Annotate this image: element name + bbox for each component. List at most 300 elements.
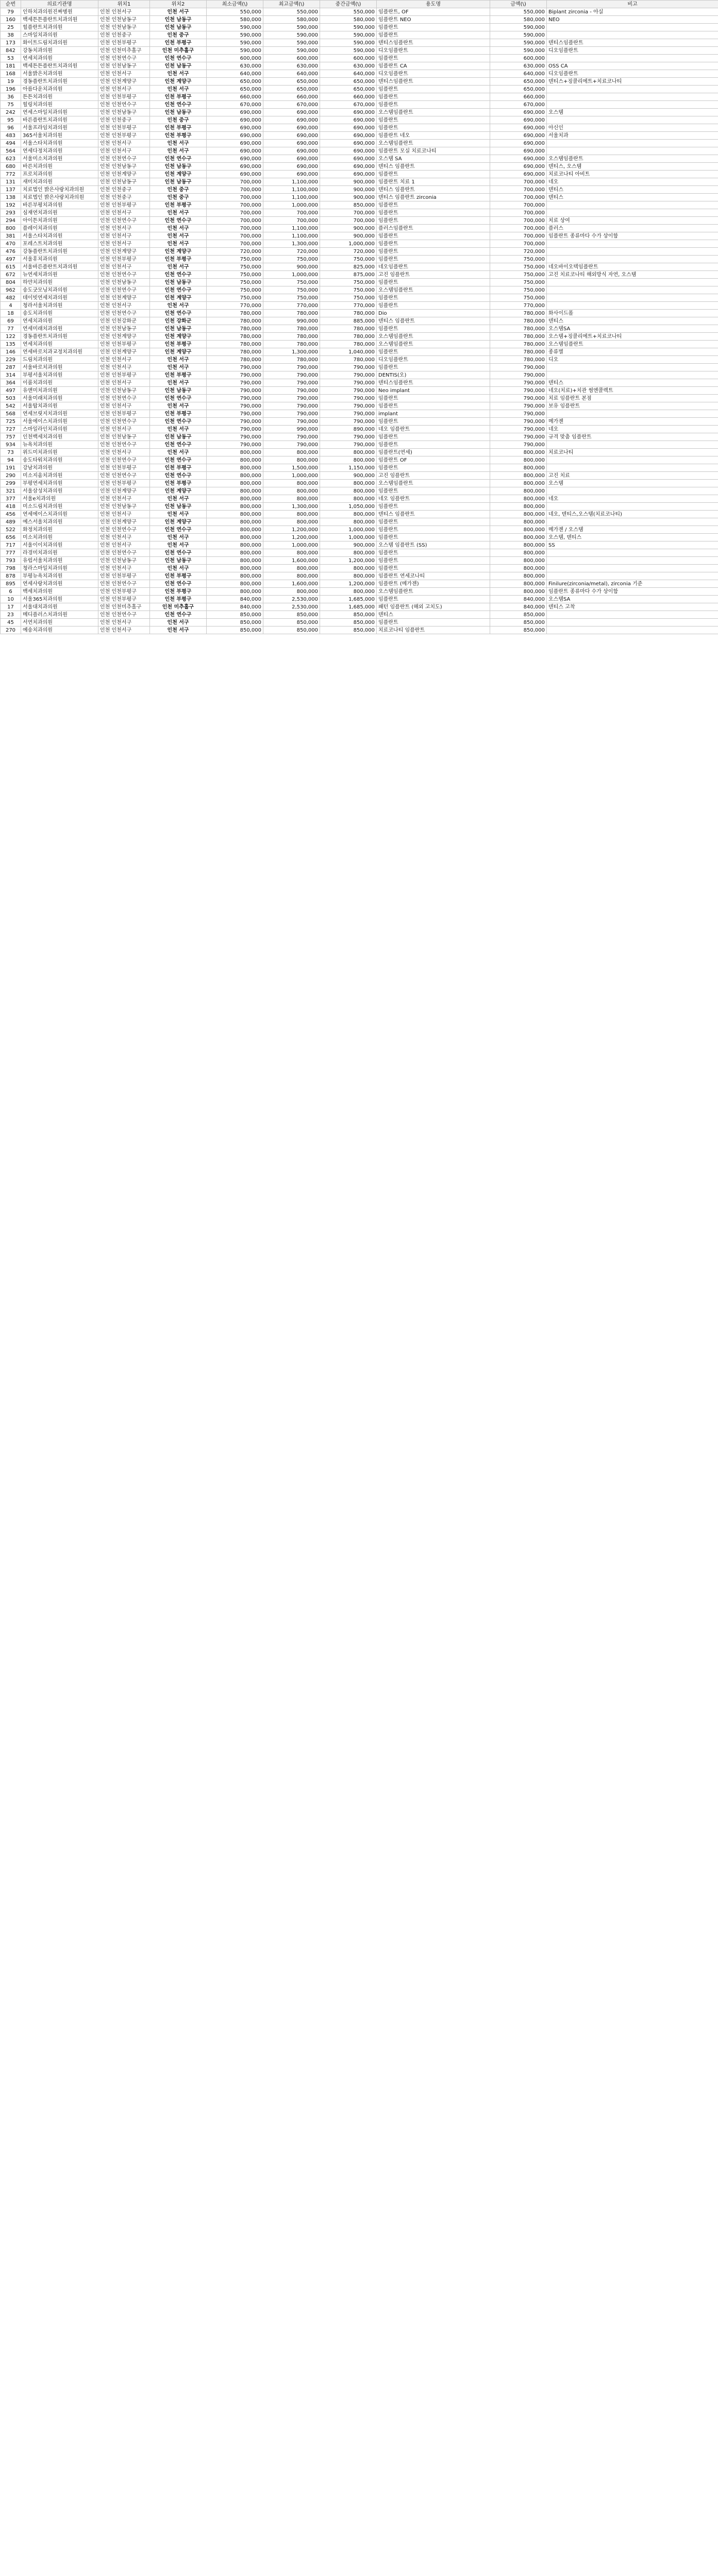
cell-type[interactable]: 임플란트 [377,464,490,472]
cell-no[interactable]: 181 [1,62,21,70]
cell-name[interactable]: 연세에이스치과의원 [21,511,98,518]
cell-mid[interactable]: 1,200,000 [320,580,377,588]
cell-loc2[interactable]: 인천 남동구 [150,178,207,186]
cell-amount[interactable]: 790,000 [490,418,547,426]
cell-no[interactable]: 804 [1,279,21,286]
cell-note[interactable]: 오스템SA [547,325,718,333]
cell-name[interactable]: 바른치과의원 [21,163,98,171]
cell-amount[interactable]: 650,000 [490,86,547,93]
cell-loc2[interactable]: 인천 남동구 [150,387,207,395]
cell-mid[interactable]: 690,000 [320,109,377,116]
cell-amount[interactable]: 770,000 [490,302,547,310]
cell-no[interactable]: 656 [1,534,21,541]
cell-name[interactable]: 튼튼치과의원 [21,93,98,101]
cell-max[interactable]: 690,000 [263,171,320,178]
cell-mid[interactable]: 825,000 [320,263,377,271]
cell-note[interactable]: 치료 임플란트 본점 [547,395,718,402]
cell-no[interactable]: 4 [1,302,21,310]
cell-mid[interactable]: 1,000,000 [320,526,377,534]
cell-type[interactable]: 오스템 임플란트 (SS) [377,541,490,549]
cell-name[interactable]: 메디플러스치과의원 [21,611,98,619]
cell-loc1[interactable]: 인천 인천계양구 [98,78,150,86]
cell-note[interactable] [547,86,718,93]
cell-max[interactable]: 800,000 [263,495,320,503]
cell-no[interactable]: 23 [1,611,21,619]
cell-loc2[interactable]: 인천 중구 [150,194,207,201]
cell-min[interactable]: 700,000 [207,240,263,248]
cell-name[interactable]: 연세스마일치과의원 [21,109,98,116]
cell-amount[interactable]: 800,000 [490,495,547,503]
cell-no[interactable]: 800 [1,225,21,232]
cell-name[interactable]: 미소드림치과의원 [21,503,98,511]
cell-name[interactable]: 화이트드림치과의원 [21,39,98,47]
cell-min[interactable]: 800,000 [207,456,263,464]
cell-loc1[interactable]: 인천 인천계양구 [98,348,150,356]
cell-mid[interactable]: 590,000 [320,31,377,39]
cell-type[interactable]: 임플란트 [377,557,490,565]
cell-type[interactable]: 임플란트 [377,24,490,31]
cell-mid[interactable]: 750,000 [320,294,377,302]
cell-mid[interactable]: 590,000 [320,39,377,47]
cell-loc1[interactable]: 인천 인천미추홀구 [98,603,150,611]
cell-amount[interactable]: 670,000 [490,101,547,109]
cell-min[interactable]: 580,000 [207,16,263,24]
cell-note[interactable] [547,619,718,626]
cell-amount[interactable]: 590,000 [490,31,547,39]
cell-note[interactable]: 화사이드폴 [547,310,718,317]
cell-min[interactable]: 750,000 [207,263,263,271]
cell-note[interactable] [547,364,718,371]
cell-amount[interactable]: 790,000 [490,371,547,379]
cell-mid[interactable]: 780,000 [320,333,377,341]
cell-no[interactable]: 456 [1,511,21,518]
header-note[interactable]: 비고 [547,1,718,8]
cell-name[interactable]: 아름다운치과의원 [21,86,98,93]
cell-loc1[interactable]: 인천 인천부평구 [98,596,150,603]
cell-loc2[interactable]: 인천 부평구 [150,410,207,418]
cell-mid[interactable]: 790,000 [320,418,377,426]
cell-amount[interactable]: 590,000 [490,39,547,47]
cell-mid[interactable]: 1,000,000 [320,534,377,541]
header-no[interactable]: 순번 [1,1,21,8]
cell-type[interactable]: 임플란트 연세코나티 [377,572,490,580]
cell-mid[interactable]: 900,000 [320,232,377,240]
cell-min[interactable]: 800,000 [207,588,263,596]
cell-loc2[interactable]: 인천 서구 [150,534,207,541]
cell-name[interactable]: 서울미래치과의원 [21,395,98,402]
cell-name[interactable]: 365서울치과의원 [21,132,98,140]
cell-note[interactable] [547,116,718,124]
cell-amount[interactable]: 600,000 [490,55,547,62]
cell-loc2[interactable]: 인천 서구 [150,449,207,456]
cell-name[interactable]: 강동플란트치과의원 [21,248,98,256]
cell-name[interactable]: 스마일라인치과의원 [21,426,98,433]
cell-min[interactable]: 630,000 [207,62,263,70]
cell-mid[interactable]: 780,000 [320,310,377,317]
cell-type[interactable]: 네오임플란트 [377,263,490,271]
cell-min[interactable]: 590,000 [207,47,263,55]
cell-loc1[interactable]: 인천 인천부평구 [98,588,150,596]
cell-max[interactable]: 750,000 [263,286,320,294]
cell-loc1[interactable]: 인천 인천중구 [98,116,150,124]
cell-note[interactable] [547,147,718,155]
cell-amount[interactable]: 800,000 [490,580,547,588]
header-type[interactable]: 용도명 [377,1,490,8]
cell-type[interactable]: 치료코나티 임플란트 [377,626,490,634]
cell-loc2[interactable]: 인천 부평구 [150,39,207,47]
cell-loc1[interactable]: 인천 인천연수구 [98,55,150,62]
cell-type[interactable]: 덴티스임플란트 [377,78,490,86]
cell-no[interactable]: 287 [1,364,21,371]
cell-no[interactable]: 522 [1,526,21,534]
cell-no[interactable]: 842 [1,47,21,55]
cell-loc1[interactable]: 인천 인천서구 [98,565,150,572]
cell-loc2[interactable]: 인천 부평구 [150,596,207,603]
cell-no[interactable]: 95 [1,116,21,124]
cell-note[interactable]: 보유 임플란트 [547,402,718,410]
cell-no[interactable]: 895 [1,580,21,588]
cell-loc2[interactable]: 인천 부평구 [150,572,207,580]
cell-amount[interactable]: 690,000 [490,116,547,124]
cell-type[interactable]: 임플란트 [377,364,490,371]
cell-mid[interactable]: 900,000 [320,541,377,549]
cell-max[interactable]: 1,600,000 [263,580,320,588]
cell-amount[interactable]: 840,000 [490,603,547,611]
cell-mid[interactable]: 720,000 [320,248,377,256]
cell-loc1[interactable]: 인천 인천서구 [98,619,150,626]
cell-mid[interactable]: 690,000 [320,171,377,178]
cell-mid[interactable]: 700,000 [320,209,377,217]
cell-min[interactable]: 800,000 [207,511,263,518]
cell-loc1[interactable]: 인천 인천남동구 [98,16,150,24]
cell-note[interactable]: 네오, 덴티스,오스템(치료코나티) [547,511,718,518]
cell-loc2[interactable]: 인천 서구 [150,225,207,232]
cell-mid[interactable]: 850,000 [320,619,377,626]
cell-loc1[interactable]: 인천 인천부평구 [98,371,150,379]
cell-no[interactable]: 192 [1,201,21,209]
cell-loc1[interactable]: 인천 인천서구 [98,209,150,217]
cell-note[interactable] [547,441,718,449]
cell-note[interactable]: 플러스 [547,225,718,232]
cell-loc1[interactable]: 인천 인천서구 [98,240,150,248]
cell-max[interactable]: 720,000 [263,248,320,256]
cell-type[interactable]: 임플란트, OF [377,8,490,16]
cell-max[interactable]: 1,100,000 [263,194,320,201]
cell-mid[interactable]: 690,000 [320,140,377,147]
cell-mid[interactable]: 850,000 [320,611,377,619]
cell-loc2[interactable]: 인천 서구 [150,70,207,78]
cell-mid[interactable]: 700,000 [320,217,377,225]
cell-amount[interactable]: 690,000 [490,132,547,140]
cell-type[interactable]: 임플란트 [377,402,490,410]
cell-type[interactable]: 오스템임플란트 [377,286,490,294]
cell-name[interactable]: 부평연세치과의원 [21,480,98,487]
cell-type[interactable]: 임플란트 [377,232,490,240]
cell-name[interactable]: 서울바로치과의원 [21,364,98,371]
cell-note[interactable]: OSS CA [547,62,718,70]
cell-no[interactable]: 290 [1,472,21,480]
cell-amount[interactable]: 800,000 [490,565,547,572]
cell-amount[interactable]: 700,000 [490,217,547,225]
cell-mid[interactable]: 800,000 [320,487,377,495]
cell-type[interactable]: 임플란트 [377,534,490,541]
cell-max[interactable]: 580,000 [263,16,320,24]
cell-loc2[interactable]: 인천 연수구 [150,456,207,464]
cell-amount[interactable]: 700,000 [490,178,547,186]
cell-min[interactable]: 670,000 [207,101,263,109]
cell-min[interactable]: 800,000 [207,526,263,534]
cell-loc2[interactable]: 인천 연수구 [150,155,207,163]
cell-loc1[interactable]: 인천 인천강화군 [98,317,150,325]
cell-note[interactable] [547,572,718,580]
cell-loc2[interactable]: 인천 서구 [150,147,207,155]
cell-loc1[interactable]: 인천 인천부평구 [98,341,150,348]
cell-loc1[interactable]: 인천 인천부평구 [98,132,150,140]
cell-note[interactable] [547,55,718,62]
cell-amount[interactable]: 790,000 [490,387,547,395]
cell-max[interactable]: 800,000 [263,487,320,495]
cell-note[interactable]: 치료 상여 [547,217,718,225]
cell-min[interactable]: 690,000 [207,140,263,147]
cell-amount[interactable]: 750,000 [490,279,547,286]
cell-loc1[interactable]: 인천 인천서구 [98,495,150,503]
cell-mid[interactable]: 900,000 [320,178,377,186]
cell-mid[interactable]: 1,200,000 [320,557,377,565]
cell-max[interactable]: 690,000 [263,109,320,116]
cell-loc2[interactable]: 인천 부평구 [150,588,207,596]
cell-note[interactable]: 아신인 [547,124,718,132]
cell-min[interactable]: 800,000 [207,449,263,456]
cell-note[interactable]: 고진 치료 [547,472,718,480]
cell-max[interactable]: 800,000 [263,549,320,557]
cell-mid[interactable]: 790,000 [320,433,377,441]
cell-no[interactable]: 6 [1,588,21,596]
cell-min[interactable]: 750,000 [207,294,263,302]
cell-loc2[interactable]: 인천 부평구 [150,371,207,379]
cell-amount[interactable]: 580,000 [490,16,547,24]
cell-mid[interactable]: 650,000 [320,78,377,86]
cell-name[interactable]: 인하치과의원진짜병원 [21,8,98,16]
cell-no[interactable]: 45 [1,619,21,626]
cell-loc1[interactable]: 인천 인천서구 [98,449,150,456]
cell-no[interactable]: 242 [1,109,21,116]
cell-max[interactable]: 800,000 [263,449,320,456]
cell-no[interactable]: 173 [1,39,21,47]
cell-amount[interactable]: 700,000 [490,186,547,194]
cell-loc2[interactable]: 인천 연수구 [150,611,207,619]
cell-no[interactable]: 377 [1,495,21,503]
cell-no[interactable]: 77 [1,325,21,333]
cell-loc2[interactable]: 인천 강화군 [150,317,207,325]
cell-max[interactable]: 780,000 [263,356,320,364]
cell-loc2[interactable]: 인천 계양구 [150,333,207,341]
cell-loc1[interactable]: 인천 인천중구 [98,194,150,201]
cell-loc2[interactable]: 인천 부평구 [150,201,207,209]
cell-amount[interactable]: 690,000 [490,155,547,163]
cell-name[interactable]: 경동플란트치과의원 [21,78,98,86]
cell-note[interactable]: 임플란트 종류마다 수가 상이함 [547,232,718,240]
cell-amount[interactable]: 700,000 [490,194,547,201]
cell-note[interactable]: 치료코나티 [547,449,718,456]
cell-min[interactable]: 780,000 [207,333,263,341]
cell-note[interactable] [547,140,718,147]
cell-loc2[interactable]: 인천 연수구 [150,549,207,557]
cell-amount[interactable]: 800,000 [490,549,547,557]
cell-type[interactable]: DENTIS(오) [377,371,490,379]
cell-max[interactable]: 800,000 [263,572,320,580]
cell-amount[interactable]: 690,000 [490,163,547,171]
cell-type[interactable]: 임플란트 [377,101,490,109]
cell-min[interactable]: 690,000 [207,109,263,116]
cell-type[interactable]: 덴티스 [377,611,490,619]
cell-loc2[interactable]: 인천 서구 [150,86,207,93]
cell-type[interactable]: 임플란트 [377,325,490,333]
cell-name[interactable]: 서울휴치과의원 [21,256,98,263]
cell-note[interactable]: 임플란트 종류마다 수가 상이함 [547,588,718,596]
cell-no[interactable]: 757 [1,433,21,441]
cell-loc2[interactable]: 인천 서구 [150,140,207,147]
cell-name[interactable]: 예송치과의원 [21,626,98,634]
cell-name[interactable]: 예스서울치과의원 [21,518,98,526]
cell-min[interactable]: 800,000 [207,495,263,503]
cell-amount[interactable]: 800,000 [490,572,547,580]
cell-amount[interactable]: 750,000 [490,256,547,263]
cell-max[interactable]: 1,000,000 [263,541,320,549]
cell-name[interactable]: 미소치과의원 [21,534,98,541]
cell-type[interactable]: 임플란트 [377,93,490,101]
cell-no[interactable]: 131 [1,178,21,186]
cell-no[interactable]: 497 [1,256,21,263]
cell-type[interactable]: 덴티스 임플란트 [377,317,490,325]
cell-note[interactable]: 디오임플란트 [547,47,718,55]
cell-loc2[interactable]: 인천 미추홀구 [150,603,207,611]
header-max[interactable]: 최고금액(\) [263,1,320,8]
cell-mid[interactable]: 650,000 [320,86,377,93]
cell-note[interactable]: 덴티스 [547,317,718,325]
cell-no[interactable]: 483 [1,132,21,140]
cell-mid[interactable]: 690,000 [320,163,377,171]
cell-max[interactable]: 1,100,000 [263,232,320,240]
cell-min[interactable]: 650,000 [207,78,263,86]
cell-note[interactable]: 네오 [547,426,718,433]
cell-note[interactable]: 규격 맞춤 임플란트 [547,433,718,441]
cell-loc1[interactable]: 인천 인천남동구 [98,433,150,441]
cell-type[interactable]: 임플란트 치료 1 [377,178,490,186]
cell-no[interactable]: 38 [1,31,21,39]
cell-loc1[interactable]: 인천 인천부평구 [98,256,150,263]
cell-mid[interactable]: 800,000 [320,588,377,596]
cell-loc2[interactable]: 인천 서구 [150,379,207,387]
cell-amount[interactable]: 780,000 [490,310,547,317]
cell-loc2[interactable]: 인천 서구 [150,402,207,410]
cell-max[interactable]: 790,000 [263,418,320,426]
cell-no[interactable]: 160 [1,16,21,24]
cell-name[interactable]: 연세치과의원 [21,55,98,62]
cell-type[interactable]: 임플란트 NEO [377,16,490,24]
cell-note[interactable]: 덴티스 고착 [547,603,718,611]
cell-loc2[interactable]: 인천 계양구 [150,348,207,356]
cell-loc1[interactable]: 인천 인천서구 [98,626,150,634]
cell-loc1[interactable]: 인천 인천서구 [98,364,150,371]
cell-type[interactable]: 임플란트 [377,240,490,248]
cell-loc2[interactable]: 인천 연수구 [150,418,207,426]
cell-no[interactable]: 962 [1,286,21,294]
cell-amount[interactable]: 700,000 [490,225,547,232]
cell-min[interactable]: 720,000 [207,248,263,256]
cell-note[interactable] [547,503,718,511]
cell-amount[interactable]: 630,000 [490,62,547,70]
cell-min[interactable]: 600,000 [207,55,263,62]
cell-mid[interactable]: 800,000 [320,495,377,503]
cell-loc2[interactable]: 인천 남동구 [150,24,207,31]
cell-min[interactable]: 640,000 [207,70,263,78]
cell-name[interactable]: 부평뉴욕치과의원 [21,572,98,580]
cell-max[interactable]: 800,000 [263,480,320,487]
cell-max[interactable]: 850,000 [263,619,320,626]
cell-name[interactable]: 유럽서울치과의원 [21,557,98,565]
cell-loc2[interactable]: 인천 중구 [150,186,207,194]
cell-min[interactable]: 840,000 [207,603,263,611]
cell-name[interactable]: 인천백세치과의원 [21,433,98,441]
cell-loc2[interactable]: 인천 계양구 [150,171,207,178]
cell-mid[interactable]: 900,000 [320,225,377,232]
cell-note[interactable]: 서울치과 [547,132,718,140]
cell-min[interactable]: 690,000 [207,124,263,132]
cell-no[interactable]: 79 [1,8,21,16]
cell-type[interactable]: 임플란트 [377,86,490,93]
cell-amount[interactable]: 650,000 [490,78,547,86]
cell-no[interactable]: 542 [1,402,21,410]
cell-no[interactable]: 314 [1,371,21,379]
cell-loc1[interactable]: 인천 인천부평구 [98,201,150,209]
cell-type[interactable]: 덴티스 임플란트 [377,186,490,194]
cell-min[interactable]: 790,000 [207,410,263,418]
cell-no[interactable]: 321 [1,487,21,495]
cell-max[interactable]: 1,500,000 [263,464,320,472]
cell-type[interactable]: 오스템 SA [377,155,490,163]
cell-note[interactable] [547,286,718,294]
cell-type[interactable]: 오스템임플란트 [377,480,490,487]
cell-note[interactable]: Biplant zirconia - 아실 [547,8,718,16]
cell-loc1[interactable]: 인천 인천연수구 [98,611,150,619]
cell-min[interactable]: 780,000 [207,341,263,348]
cell-loc2[interactable]: 인천 연수구 [150,472,207,480]
cell-max[interactable]: 1,100,000 [263,225,320,232]
cell-type[interactable]: 덴티스 임플란트 [377,163,490,171]
cell-note[interactable]: 덴티스 [547,186,718,194]
cell-max[interactable]: 790,000 [263,395,320,402]
cell-mid[interactable]: 1,000,000 [320,240,377,248]
cell-note[interactable]: 오스템임플란트 [547,341,718,348]
cell-amount[interactable]: 800,000 [490,511,547,518]
cell-max[interactable]: 690,000 [263,124,320,132]
cell-type[interactable]: 임플란트 [377,217,490,225]
cell-loc1[interactable]: 인천 인천서구 [98,147,150,155]
cell-min[interactable]: 690,000 [207,132,263,140]
cell-name[interactable]: 송도굿모닝치과의원 [21,286,98,294]
cell-no[interactable]: 25 [1,24,21,31]
cell-mid[interactable]: 900,000 [320,194,377,201]
cell-type[interactable]: 임플란트 [377,619,490,626]
cell-no[interactable]: 727 [1,426,21,433]
cell-max[interactable]: 800,000 [263,518,320,526]
cell-min[interactable]: 800,000 [207,480,263,487]
cell-min[interactable]: 750,000 [207,279,263,286]
cell-note[interactable] [547,24,718,31]
cell-name[interactable]: 뉴연세치과의원 [21,271,98,279]
cell-no[interactable]: 777 [1,549,21,557]
cell-min[interactable]: 790,000 [207,433,263,441]
